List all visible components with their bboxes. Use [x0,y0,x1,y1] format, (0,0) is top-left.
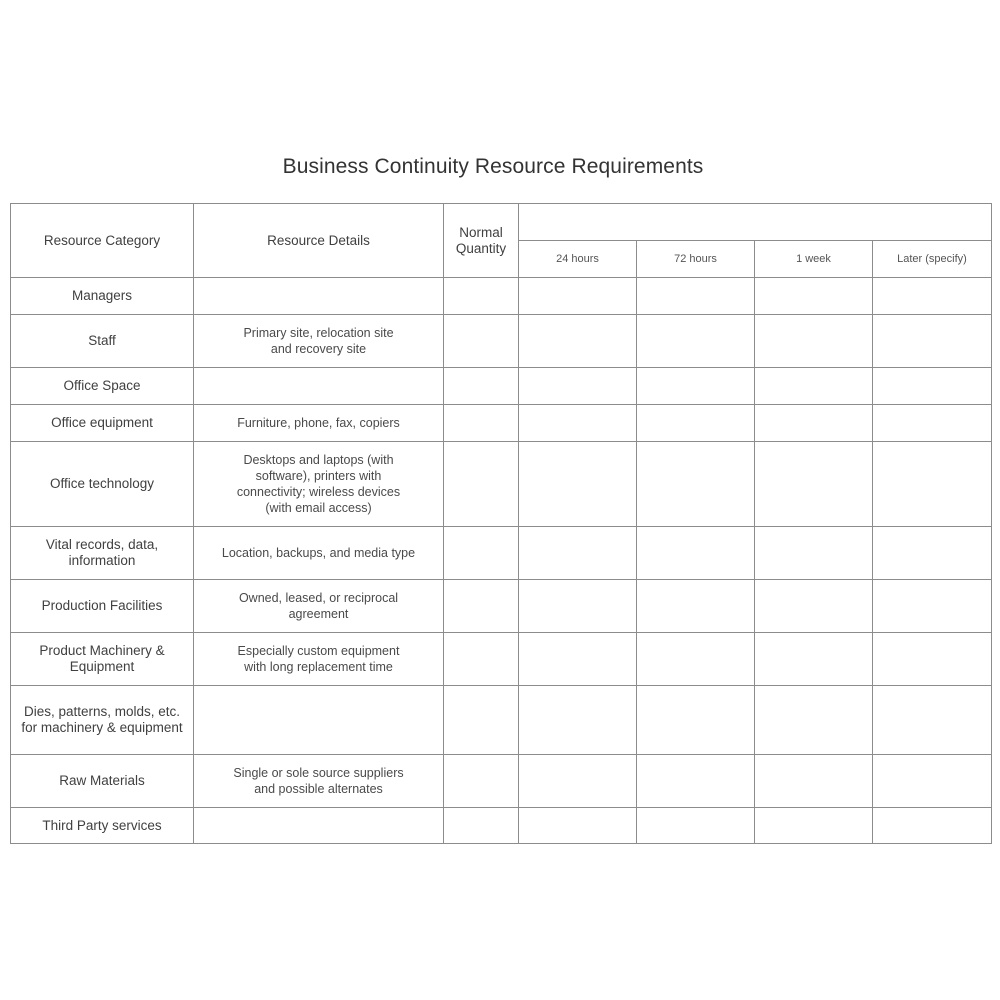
resource-details-cell: Owned, leased, or reciprocal agreement [194,580,444,633]
table-row [11,580,992,633]
resource-details-cell: Location, backups, and media type [194,527,444,580]
header-row [11,204,992,241]
cell-24-hours[interactable] [519,368,637,405]
table-row [11,405,992,442]
table-row [11,808,992,844]
cell-72-hours[interactable] [637,442,755,527]
cell-24-hours[interactable] [519,633,637,686]
header-normal-quantity: Normal Quantity [444,204,519,278]
cell-later-specify[interactable] [873,633,992,686]
cell-24-hours[interactable] [519,686,637,755]
cell-72-hours[interactable] [637,580,755,633]
resource-details-cell [194,278,444,315]
cell-1-week[interactable] [755,527,873,580]
resource-category-cell: Dies, patterns, molds, etc. for machinery & equipment [11,686,194,755]
normal-quantity-cell[interactable] [444,405,519,442]
normal-quantity-cell[interactable] [444,580,519,633]
resource-details-cell: Single or sole source suppliers and possible alternates [194,755,444,808]
table-row [11,686,992,755]
cell-24-hours[interactable] [519,527,637,580]
cell-72-hours[interactable] [637,527,755,580]
header-resource-category: Resource Category [11,204,194,278]
resource-details-cell: Desktops and laptops (with software), printers with connectivity; wireless devices (with email access) [194,442,444,527]
resource-category-cell: Third Party services [11,808,194,844]
table-row [11,755,992,808]
cell-1-week[interactable] [755,278,873,315]
cell-24-hours[interactable] [519,405,637,442]
header-later-specify: Later (specify) [873,241,992,278]
header-resource-details: Resource Details [194,204,444,278]
resource-category-cell: Office Space [11,368,194,405]
table-row [11,442,992,527]
cell-24-hours[interactable] [519,580,637,633]
table-row [11,315,992,368]
cell-24-hours[interactable] [519,278,637,315]
cell-later-specify[interactable] [873,808,992,844]
cell-72-hours[interactable] [637,633,755,686]
normal-quantity-cell[interactable] [444,368,519,405]
resource-category-cell: Office technology [11,442,194,527]
normal-quantity-cell[interactable] [444,278,519,315]
cell-1-week[interactable] [755,405,873,442]
resource-category-cell: Office equipment [11,405,194,442]
header-72-hours: 72 hours [637,241,755,278]
resource-category-cell: Production Facilities [11,580,194,633]
cell-72-hours[interactable] [637,368,755,405]
cell-1-week[interactable] [755,580,873,633]
cell-later-specify[interactable] [873,686,992,755]
cell-1-week[interactable] [755,368,873,405]
cell-1-week[interactable] [755,315,873,368]
normal-quantity-cell[interactable] [444,808,519,844]
table-row [11,278,992,315]
cell-72-hours[interactable] [637,405,755,442]
cell-24-hours[interactable] [519,442,637,527]
cell-24-hours[interactable] [519,808,637,844]
cell-later-specify[interactable] [873,368,992,405]
resource-category-cell: Product Machinery & Equipment [11,633,194,686]
header-timeframe-group [519,204,992,241]
resource-category-cell: Raw Materials [11,755,194,808]
cell-24-hours[interactable] [519,315,637,368]
resource-category-cell: Vital records, data, information [11,527,194,580]
cell-72-hours[interactable] [637,278,755,315]
resource-details-cell: Furniture, phone, fax, copiers [194,405,444,442]
resource-details-cell [194,686,444,755]
cell-24-hours[interactable] [519,755,637,808]
normal-quantity-cell[interactable] [444,315,519,368]
cell-later-specify[interactable] [873,278,992,315]
normal-quantity-cell[interactable] [444,633,519,686]
resource-category-cell: Managers [11,278,194,315]
resource-details-cell [194,368,444,405]
normal-quantity-cell[interactable] [444,755,519,808]
cell-later-specify[interactable] [873,527,992,580]
normal-quantity-cell[interactable] [444,527,519,580]
cell-72-hours[interactable] [637,808,755,844]
cell-later-specify[interactable] [873,442,992,527]
cell-1-week[interactable] [755,633,873,686]
header-1-week: 1 week [755,241,873,278]
table-row [11,633,992,686]
normal-quantity-cell[interactable] [444,442,519,527]
cell-1-week[interactable] [755,686,873,755]
cell-later-specify[interactable] [873,580,992,633]
normal-quantity-cell[interactable] [444,686,519,755]
cell-1-week[interactable] [755,755,873,808]
cell-1-week[interactable] [755,442,873,527]
page-title: Business Continuity Resource Requirements [282,155,704,178]
cell-later-specify[interactable] [873,405,992,442]
header-24-hours: 24 hours [519,241,637,278]
resource-details-cell [194,808,444,844]
cell-72-hours[interactable] [637,755,755,808]
cell-72-hours[interactable] [637,315,755,368]
cell-later-specify[interactable] [873,755,992,808]
resource-details-cell: Primary site, relocation site and recovery site [194,315,444,368]
table-row [11,527,992,580]
resource-requirements-table [10,203,992,844]
cell-later-specify[interactable] [873,315,992,368]
cell-1-week[interactable] [755,808,873,844]
table-row [11,368,992,405]
resource-category-cell: Staff [11,315,194,368]
cell-72-hours[interactable] [637,686,755,755]
resource-details-cell: Especially custom equipment with long replacement time [194,633,444,686]
